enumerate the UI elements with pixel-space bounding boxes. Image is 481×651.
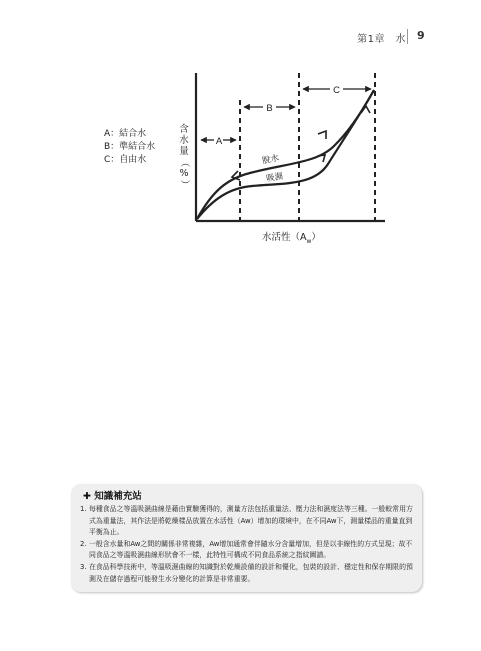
list-item (80, 539, 416, 562)
list-item-number: 1. (80, 505, 87, 513)
x-axis-label-end: ） (311, 232, 321, 243)
sorption-isotherm-chart (0, 0, 481, 300)
y-axis-label-char: % (179, 168, 189, 179)
knowledge-list (80, 504, 416, 585)
series-label-adsorption: 吸濕 (265, 171, 284, 185)
x-axis-label-subscript: w (306, 237, 312, 245)
y-axis-label-char: 水 (179, 135, 189, 146)
legend-item-free-water: C：自由水 (104, 155, 147, 165)
knowledge-box-title (83, 488, 142, 502)
region-label-a: A (215, 136, 223, 147)
region-label-b: B (266, 103, 273, 114)
y-axis-label-char: （ (178, 157, 190, 168)
knowledge-box (71, 484, 422, 592)
x-axis-label (262, 229, 321, 245)
list-item (80, 504, 416, 539)
list-item-number: 2. (80, 539, 87, 548)
list-item-text: 在食品科學技術中，等溫吸濕曲線的知識對於乾燥設備的設計和優化，包裝的設計、穩定性和保存期限的預測及在儲存過程可能發生水分變化的計算是非常重要。 (89, 562, 413, 583)
desorption-curve (197, 90, 374, 219)
y-axis-label-char: 量 (179, 146, 189, 157)
knowledge-box-title-text: 知識補充站 (94, 491, 142, 502)
x-axis-label-text: 水活性（A (262, 232, 307, 243)
list-item (80, 562, 416, 585)
chapter-title: 第1章 水 (357, 34, 406, 45)
legend-item-semibound-water: B：準結合水 (104, 142, 156, 152)
page-number: 9 (417, 29, 425, 42)
series-label-desorption: 脫水 (261, 153, 281, 167)
legend-item-bound-water: A：結合水 (104, 129, 147, 139)
desorption-direction-arrow (318, 155, 325, 162)
y-axis-label-char: ） (178, 179, 190, 190)
list-item-text: 每種食品之等溫吸濕曲線是藉由實驗獲得的，測量方法包括重量法、壓力法和濕度法等三種。一般較常用方式為重量法，其作法是將乾燥樣品放置在水活性（Aw）增加的環境中，在不同Aw下，測量樣品的重量直到平衡為止。 (89, 505, 413, 537)
list-item-number: 3. (80, 562, 87, 571)
region-label-c: C (333, 85, 340, 96)
adsorption-direction-arrow (318, 131, 326, 139)
plus-icon: ✚ (83, 491, 91, 502)
y-axis-label-char: 含 (179, 124, 189, 135)
list-item-text: 一般含水量和Aw之間的關係非常複雜，Aw增加通常會伴隨水分含量增加，但是以非線性的方式呈現；故不同食品之等溫吸濕曲線形狀會不一樣，此特性可構成不同食品系統之指紋圖譜。 (89, 539, 413, 560)
adsorption-curve (197, 90, 374, 219)
